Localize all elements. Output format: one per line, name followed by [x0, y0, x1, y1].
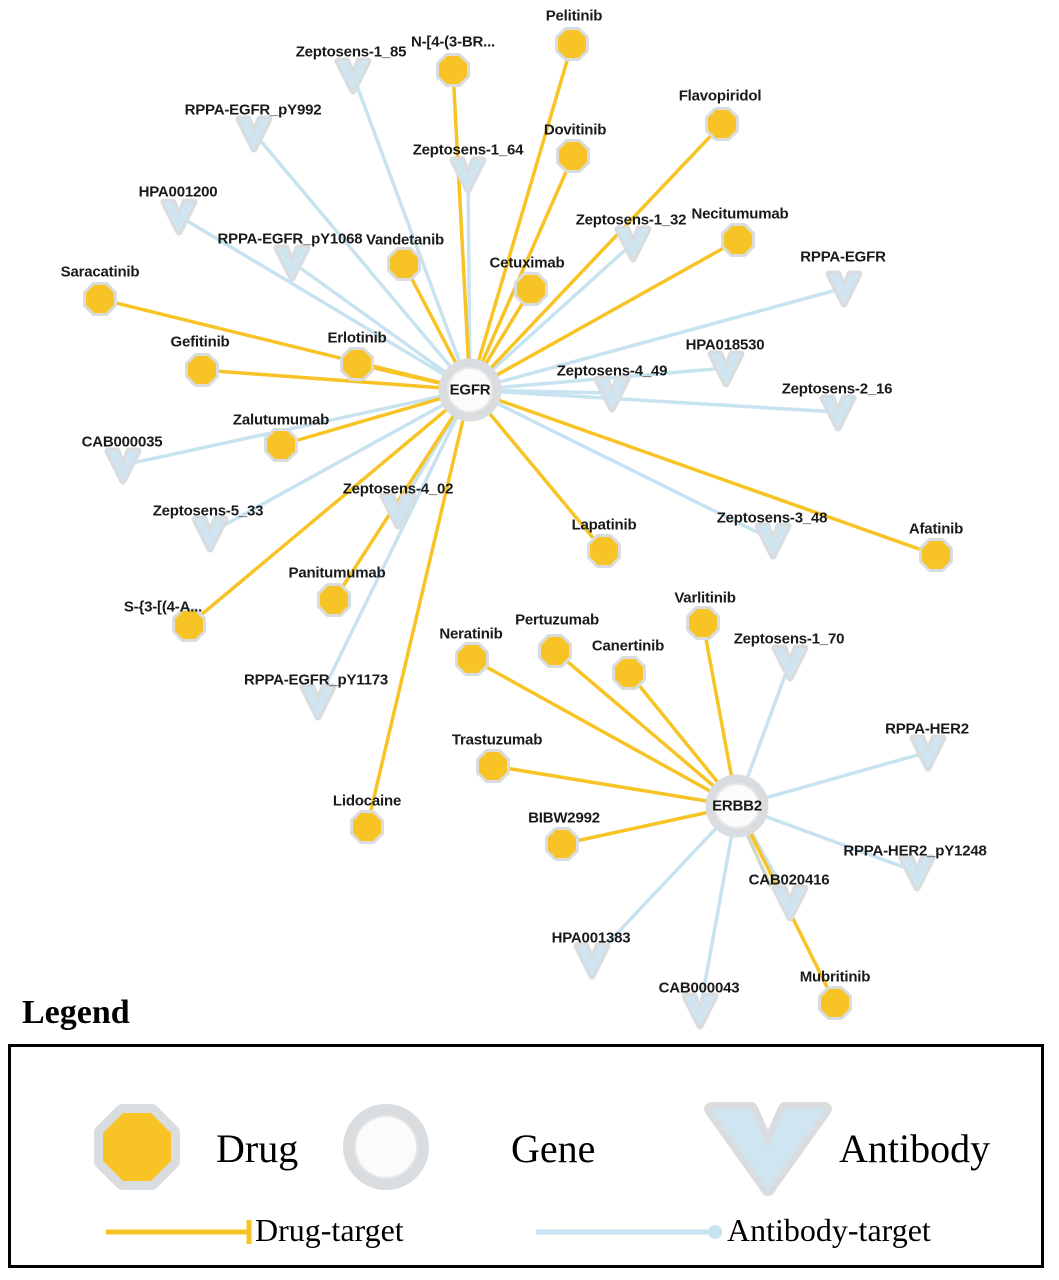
- drug-node[interactable]: [317, 583, 351, 617]
- drug-node[interactable]: [556, 139, 590, 173]
- legend-antibody-edge: [536, 1225, 722, 1239]
- antibody-label: Zeptosens-1_70: [733, 630, 845, 648]
- drug-node[interactable]: [705, 107, 739, 141]
- antibody-label: RPPA-EGFR_pY992: [184, 101, 322, 119]
- drug-label: Saracatinib: [60, 263, 140, 281]
- drug-label: Vandetanib: [365, 231, 445, 249]
- drug-label: S-{3-[(4-A...: [123, 598, 203, 616]
- drug-label: Lapatinib: [571, 516, 637, 534]
- antibody-label: Zeptosens-1_32: [575, 211, 687, 229]
- drug-label: Dovitinib: [543, 121, 607, 139]
- drug-node[interactable]: [919, 538, 953, 572]
- antibody-label: Zeptosens-4_02: [342, 480, 454, 498]
- drug-label: Lidocaine: [332, 792, 402, 810]
- antibody-node[interactable]: [160, 196, 198, 236]
- drug-node[interactable]: [545, 827, 579, 861]
- drug-label: Erlotinib: [327, 329, 387, 347]
- drug-label: Pertuzumab: [515, 611, 599, 629]
- drug-node[interactable]: [185, 353, 219, 387]
- antibody-node[interactable]: [614, 223, 652, 263]
- drug-node[interactable]: [350, 810, 384, 844]
- antibody-node[interactable]: [104, 445, 142, 485]
- antibody-label: RPPA-HER2: [885, 720, 969, 738]
- legend-box: [8, 1044, 1044, 1268]
- antibody-label: RPPA-EGFR: [800, 248, 886, 266]
- antibody-label: Zeptosens-2_16: [781, 380, 893, 398]
- legend-label-drug-target: Drug-target: [255, 1212, 404, 1248]
- antibody-node[interactable]: [707, 348, 745, 388]
- antibody-label: HPA018530: [685, 336, 765, 354]
- drug-node[interactable]: [436, 53, 470, 87]
- drug-node[interactable]: [587, 534, 621, 568]
- drug-label: Afatinib: [908, 520, 964, 538]
- drug-node[interactable]: [455, 642, 489, 676]
- drug-target-edge: [367, 390, 470, 827]
- antibody-label: HPA001383: [551, 929, 631, 947]
- drug-label: Zalutumumab: [232, 411, 330, 429]
- antibody-node[interactable]: [235, 113, 273, 153]
- drug-label: Necitumumab: [691, 205, 789, 223]
- antibody-label: Zeptosens-4_49: [556, 362, 668, 380]
- legend-antibody-icon: [711, 1109, 825, 1189]
- drug-label: Neratinib: [439, 625, 503, 643]
- drug-node[interactable]: [538, 634, 572, 668]
- legend-label-gene: Gene: [511, 1126, 596, 1171]
- drug-label: Canertinib: [591, 637, 665, 655]
- drug-node[interactable]: [83, 282, 117, 316]
- antibody-node[interactable]: [909, 732, 947, 772]
- antibody-label: HPA001200: [138, 183, 218, 201]
- antibody-target-edge: [318, 390, 470, 701]
- antibody-node[interactable]: [771, 642, 809, 682]
- antibody-label: Zeptosens-1_85: [295, 43, 407, 61]
- legend-gene-icon: [350, 1111, 422, 1183]
- drug-label: Trastuzumab: [451, 731, 543, 749]
- antibody-label: RPPA-EGFR_pY1173: [243, 671, 389, 689]
- legend-drug-icon: [103, 1113, 171, 1181]
- antibody-label: CAB000035: [81, 433, 163, 451]
- antibody-label: RPPA-HER2_pY1248: [843, 842, 987, 860]
- antibody-label: Zeptosens-3_48: [716, 509, 828, 527]
- drug-node[interactable]: [686, 606, 720, 640]
- antibody-node[interactable]: [819, 392, 857, 432]
- drug-node[interactable]: [818, 986, 852, 1020]
- drug-label: BIBW2992: [528, 809, 600, 827]
- drug-node[interactable]: [555, 27, 589, 61]
- drug-label: Pelitinib: [545, 7, 603, 25]
- legend-label-drug: Drug: [216, 1126, 299, 1171]
- legend-title: Legend: [22, 994, 130, 1031]
- antibody-node[interactable]: [273, 242, 311, 282]
- drug-node[interactable]: [264, 428, 298, 462]
- drug-label: Flavopiridol: [678, 87, 762, 105]
- drug-label: Panitumumab: [288, 564, 386, 582]
- antibody-label: RPPA-EGFR_pY1068: [217, 230, 363, 248]
- legend-drug-edge: [106, 1220, 249, 1244]
- drug-node[interactable]: [387, 247, 421, 281]
- antibody-label: Zeptosens-5_33: [152, 502, 264, 520]
- drug-label: Gefitinib: [170, 333, 230, 351]
- drug-label: Mubritinib: [799, 968, 871, 986]
- legend-label-antibody: Antibody: [839, 1126, 991, 1171]
- drug-label: N-[4-(3-BR...: [410, 33, 496, 51]
- antibody-node[interactable]: [449, 154, 487, 194]
- antibody-node[interactable]: [825, 268, 863, 308]
- antibody-node[interactable]: [334, 55, 372, 95]
- antibody-label: CAB020416: [748, 871, 830, 889]
- legend-label-antibody-target: Antibody-target: [727, 1212, 931, 1248]
- antibody-label: Zeptosens-1_64: [412, 141, 524, 159]
- gene-label-erbb2: ERBB2: [712, 797, 762, 815]
- drug-node[interactable]: [340, 347, 374, 381]
- drug-node[interactable]: [476, 749, 510, 783]
- drug-node[interactable]: [721, 223, 755, 257]
- drug-node[interactable]: [514, 272, 548, 306]
- drug-label: Cetuximab: [489, 254, 565, 272]
- gene-label-egfr: EGFR: [449, 381, 491, 399]
- drug-label: Varlitinib: [674, 589, 736, 607]
- antibody-label: CAB000043: [658, 979, 740, 997]
- drug-node[interactable]: [612, 656, 646, 690]
